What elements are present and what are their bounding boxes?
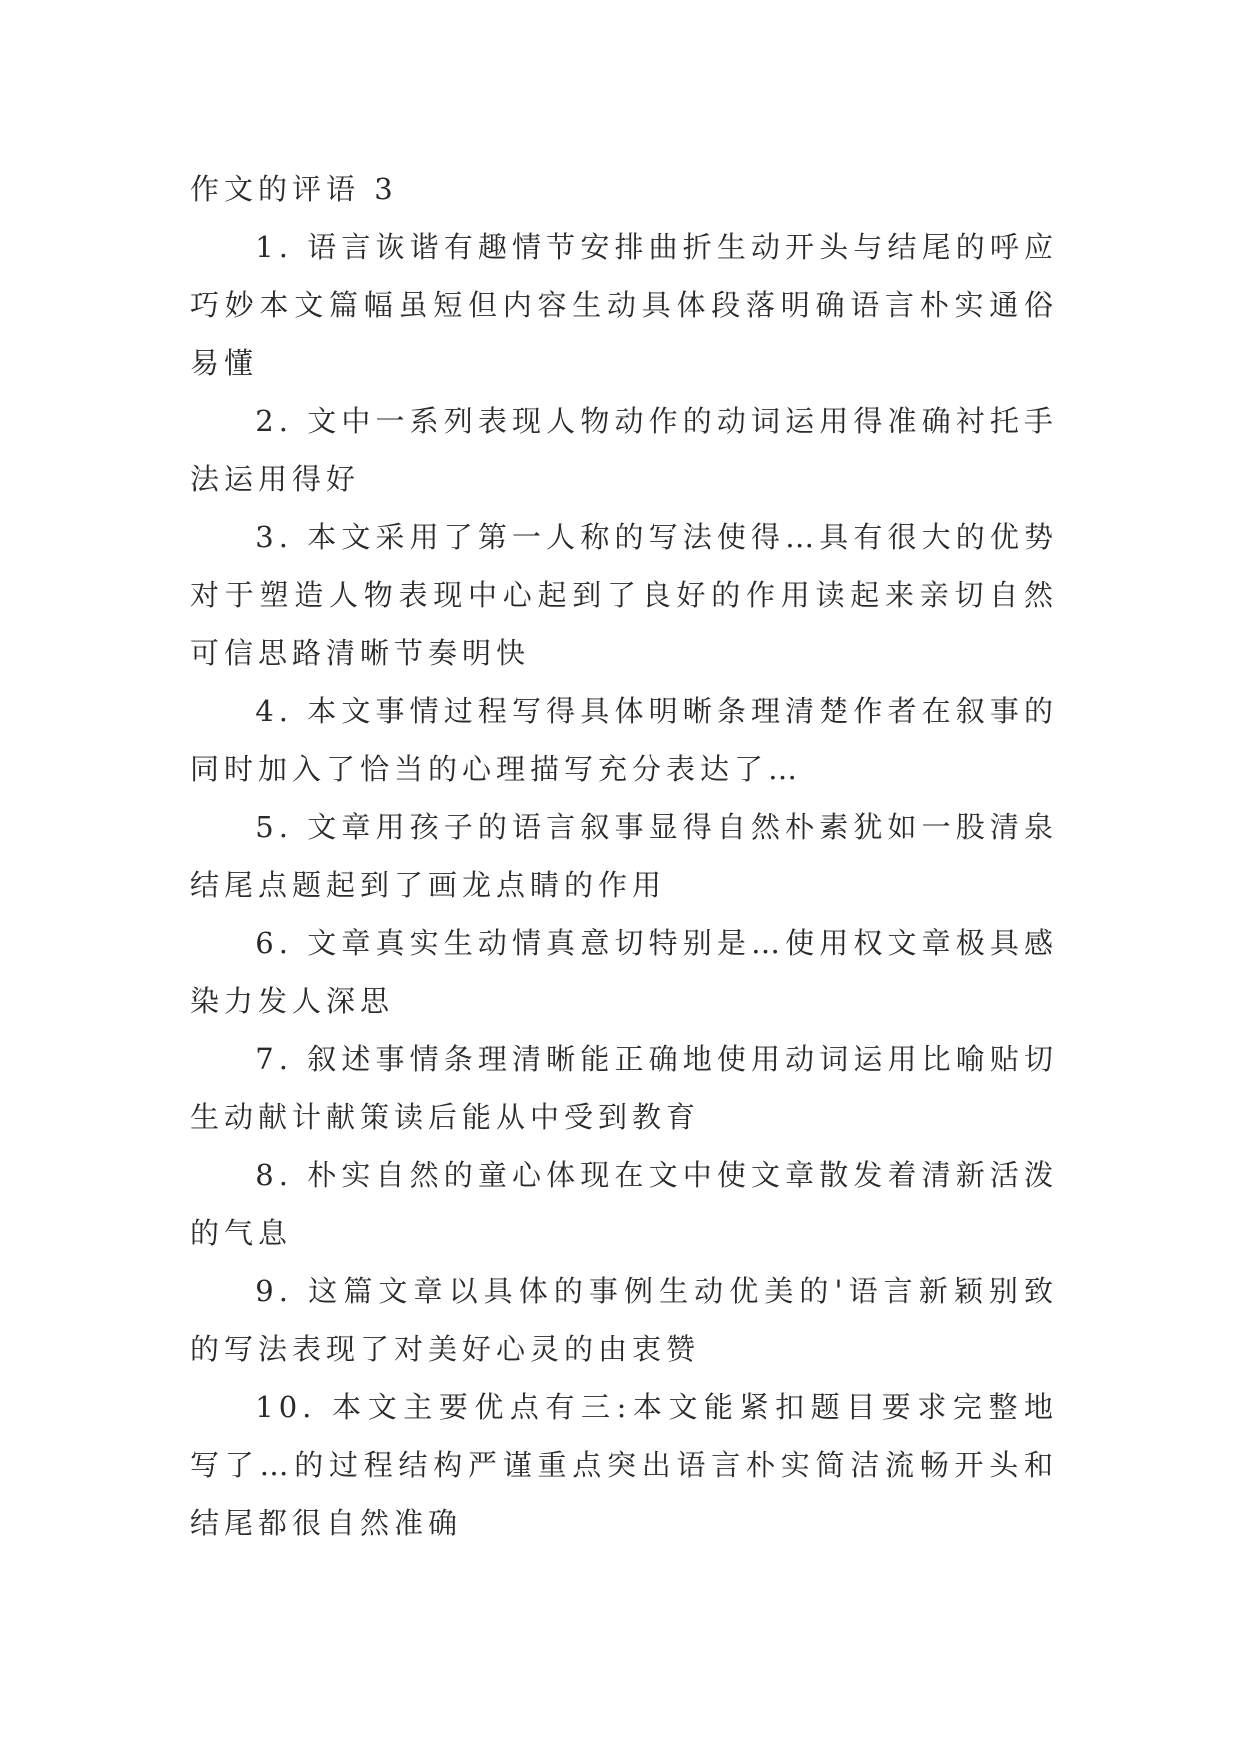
- item-number: 9.: [255, 1274, 293, 1308]
- item-number: 7.: [255, 1042, 293, 1076]
- comment-item-10: [190, 1378, 1058, 1552]
- item-text: 本文采用了第一人称的写法使得…具有很大的优势对于塑造人物表现中心起到了良好的作用读起来亲切自然可信思路清晰节奏明快: [190, 520, 1058, 670]
- comment-item-9: [190, 1262, 1058, 1378]
- comment-item-5: [190, 798, 1058, 914]
- item-text: 文章用孩子的语言叙事显得自然朴素犹如一股清泉结尾点题起到了画龙点睛的作用: [190, 810, 1058, 902]
- comment-item-1: [190, 218, 1058, 392]
- item-text: 文章真实生动情真意切特别是…使用权文章极具感染力发人深思: [190, 926, 1058, 1018]
- item-text: 朴实自然的童心体现在文中使文章散发着清新活泼的气息: [190, 1158, 1058, 1250]
- item-number: 8.: [255, 1158, 293, 1192]
- item-text: 文中一系列表现人物动作的动词运用得准确衬托手法运用得好: [190, 404, 1058, 496]
- comment-item-2: [190, 392, 1058, 508]
- comment-item-8: [190, 1146, 1058, 1262]
- item-number: 6.: [255, 926, 293, 960]
- item-text: 这篇文章以具体的事例生动优美的'语言新颖别致的写法表现了对美好心灵的由衷赞: [190, 1274, 1058, 1366]
- comment-item-7: [190, 1030, 1058, 1146]
- item-text: 叙述事情条理清晰能正确地使用动词运用比喻贴切生动献计献策读后能从中受到教育: [190, 1042, 1058, 1134]
- item-text: 语言诙谐有趣情节安排曲折生动开头与结尾的呼应巧妙本文篇幅虽短但内容生动具体段落明确语言朴实通俗易懂: [190, 230, 1058, 380]
- document-page: [190, 160, 1058, 1552]
- item-number: 2.: [255, 404, 293, 438]
- document-title: 作文的评语 3: [190, 172, 398, 206]
- comment-item-4: [190, 682, 1058, 798]
- item-number: 1.: [255, 230, 293, 264]
- item-number: 3.: [255, 520, 293, 554]
- item-text: 本文主要优点有三:本文能紧扣题目要求完整地写了…的过程结构严谨重点突出语言朴实简洁流畅开头和结尾都很自然准确: [190, 1390, 1058, 1540]
- comment-item-3: [190, 508, 1058, 682]
- item-number: 10.: [255, 1390, 317, 1424]
- item-number: 5.: [255, 810, 293, 844]
- comment-item-6: [190, 914, 1058, 1030]
- item-number: 4.: [255, 694, 293, 728]
- item-text: 本文事情过程写得具体明晰条理清楚作者在叙事的同时加入了恰当的心理描写充分表达了…: [190, 694, 1058, 786]
